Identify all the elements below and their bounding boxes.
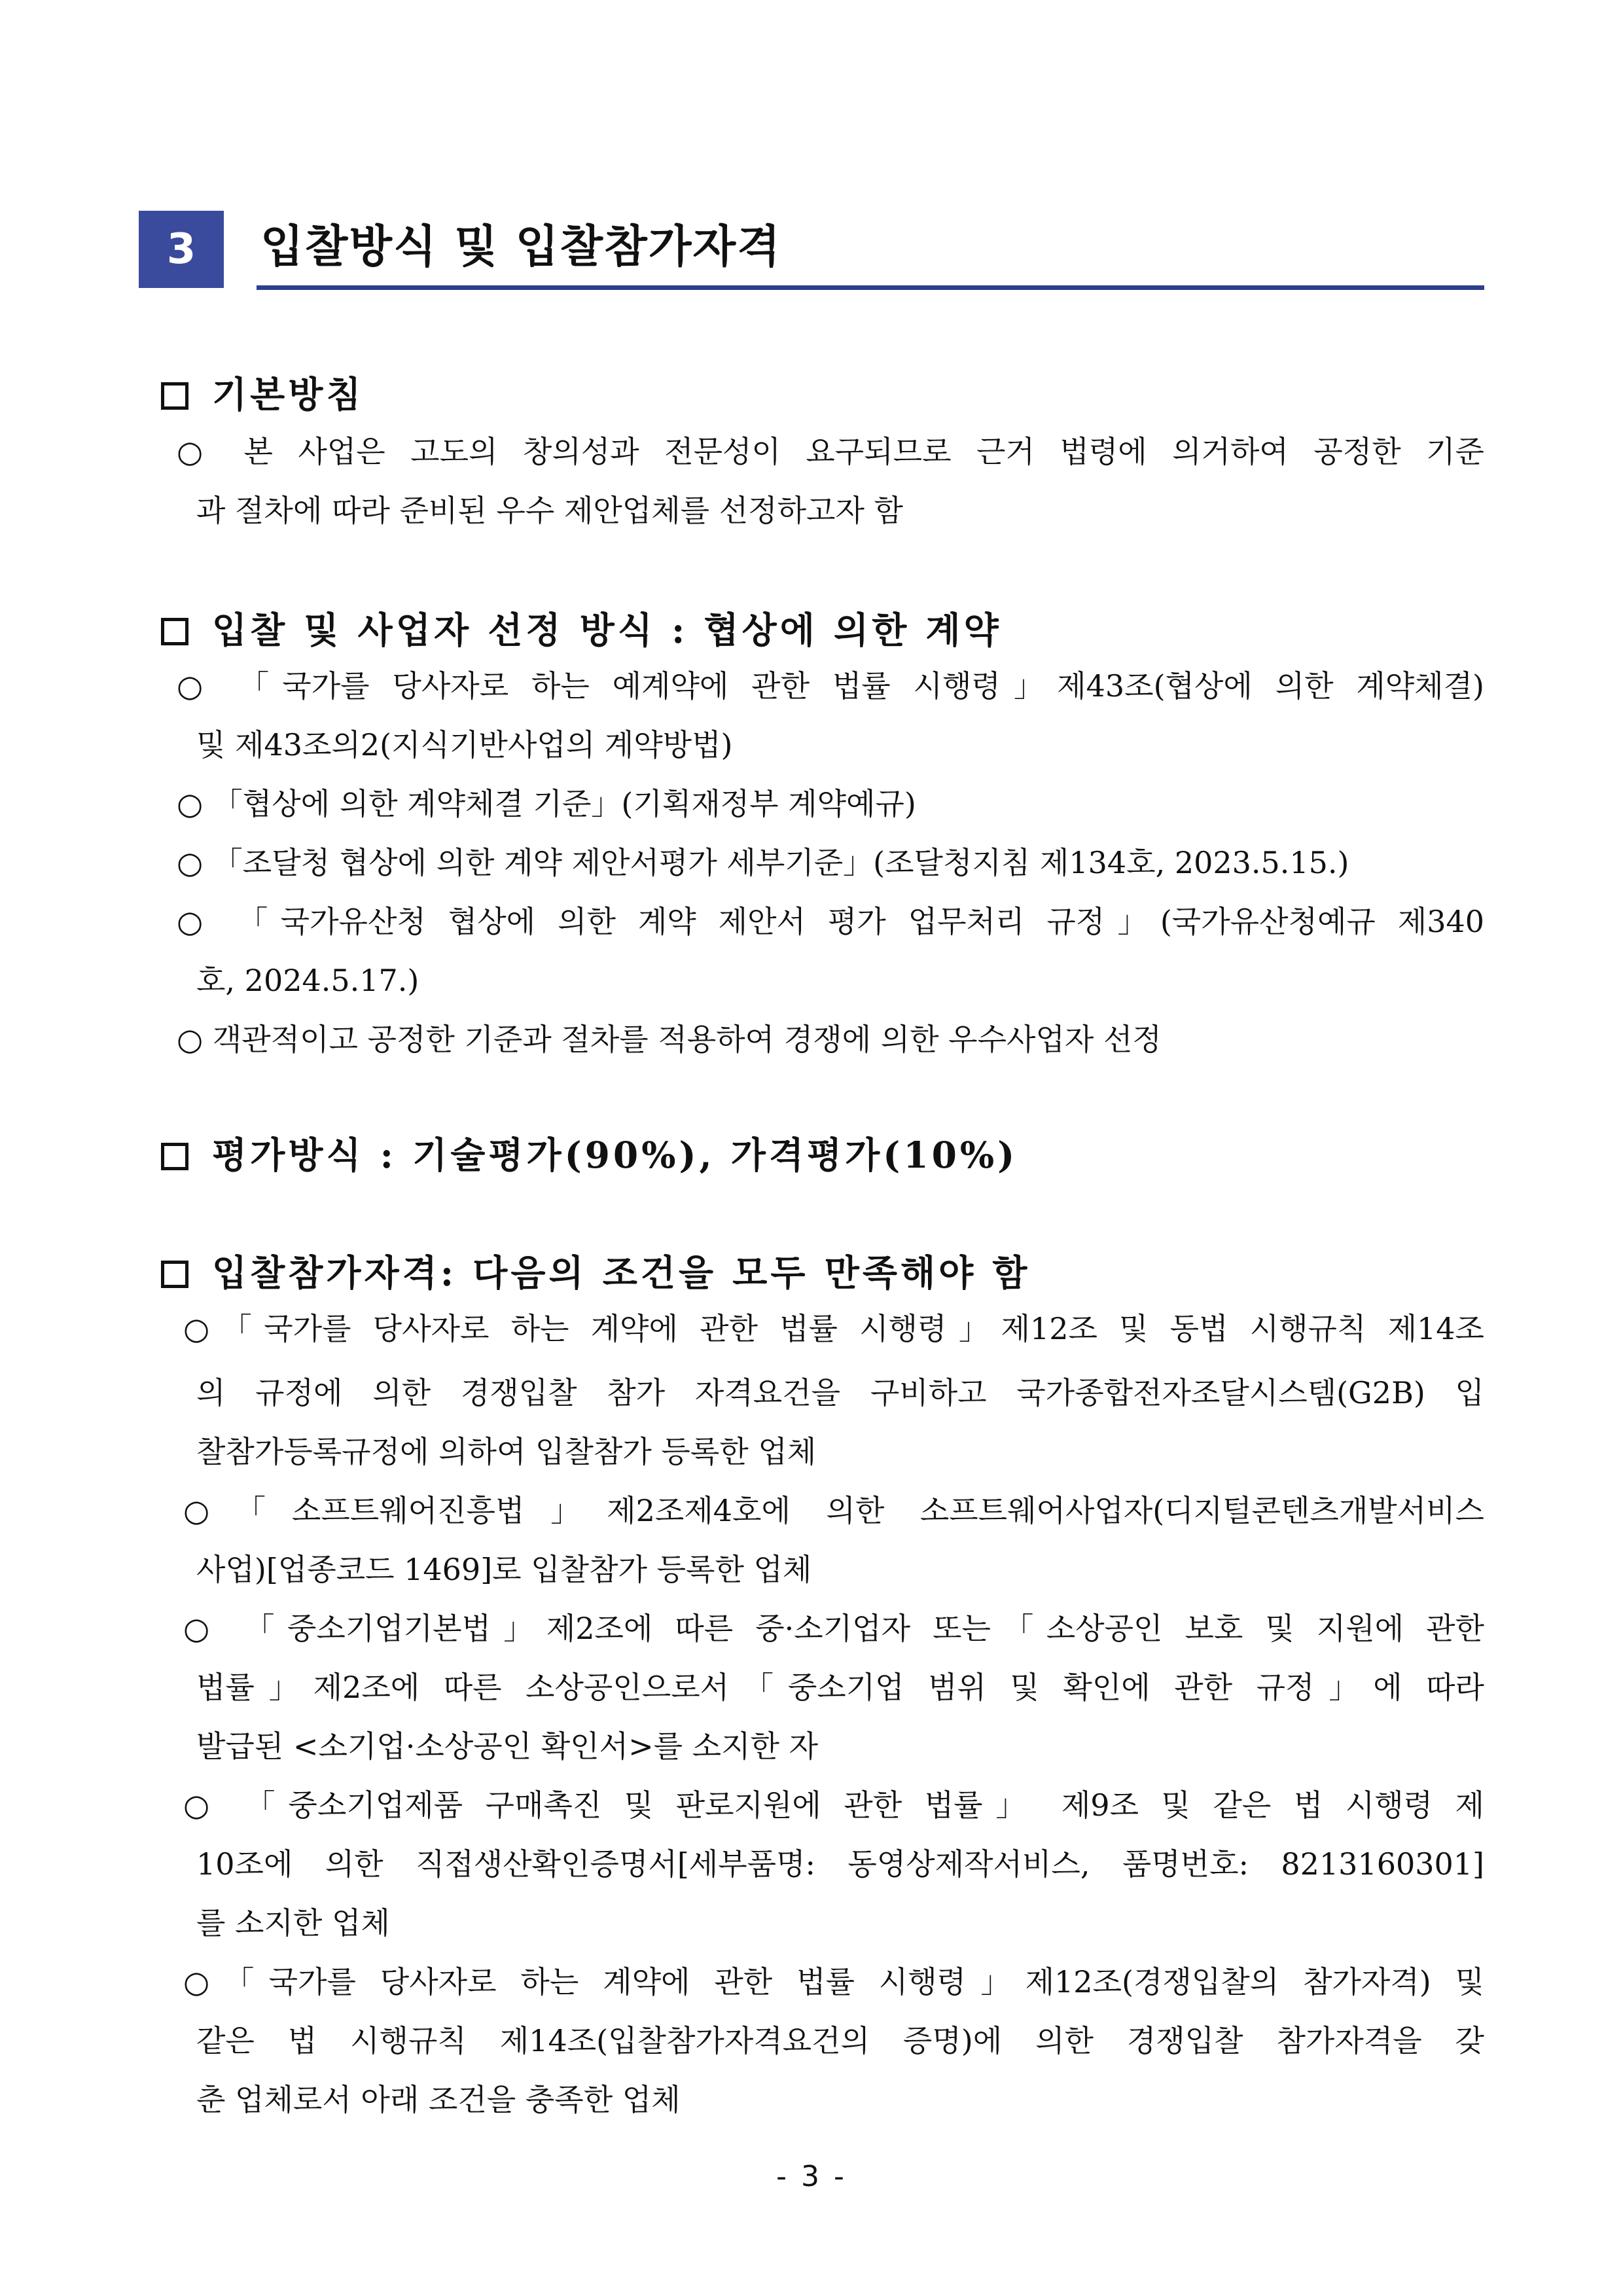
basic-line-1: ○ 본 사업은 고도의 창의성과 전문성이 요구되므로 근거 법령에 의거하여 공정한 기준 [177,434,1484,469]
checkbox-square-icon [161,1261,188,1288]
checkbox-square-icon [161,1143,188,1170]
section-heading-method: 입찰 및 사업자 선정 방식 : 협상에 의한 계약 [161,604,1002,656]
eligibility-line-14: 춘 업체로서 아래 조건을 충족한 업체 [196,2082,681,2117]
eligibility-line-9: ○ 「중소기업제품 구매촉진 및 판로지원에 관한 법률」 제9조 및 같은 법 시행령 제 [183,1787,1484,1823]
section-heading-eligibility: 입찰참가자격: 다음의 조건을 모두 만족해야 함 [161,1247,1031,1299]
chapter-header [139,211,1484,292]
method-line-1: ○ 「국가를 당사자로 하는 예계약에 관한 법률 시행령」제43조(협상에 의한 계약체결) [177,668,1484,704]
eligibility-line-12: ○「국가를 당사자로 하는 계약에 관한 법률 시행령」제12조(경쟁입찰의 참가자격) 및 [183,1964,1484,2000]
eligibility-line-6: ○ 「중소기업기본법」제2조에 따른 중·소기업자 또는「소상공인 보호 및 지원에 관한 [183,1611,1484,1646]
eligibility-line-2: 의 규정에 의한 경쟁입찰 참가 자격요건을 구비하고 국가종합전자조달시스템(G2B) 입 [196,1375,1484,1410]
checkbox-square-icon [161,618,188,645]
eligibility-line-10: 10조에 의한 직접생산확인증명서[세부품명: 동영상제작서비스, 품명번호: 8213160301] [196,1846,1484,1882]
eligibility-line-1: ○「국가를 당사자로 하는 계약에 관한 법률 시행령」제12조 및 동법 시행규칙 제14조 [183,1311,1484,1346]
eligibility-line-5: 사업)[업종코드 1469]로 입찰참가 등록한 업체 [196,1552,812,1587]
eligibility-line-4: ○「소프트웨어진흥법」제2조제4호에 의한 소프트웨어사업자(디지털콘텐츠개발서비스 [183,1493,1484,1528]
chapter-underline [257,285,1484,290]
eligibility-line-3: 찰참가등록규정에 의하여 입찰참가 등록한 업체 [196,1434,817,1469]
page-number: - 3 - [776,2160,847,2193]
method-line-3: ○ 「협상에 의한 계약체결 기준」(기획재정부 계약예규) [177,786,916,821]
chapter-number-badge: 3 [139,211,224,288]
basic-line-2: 과 절차에 따라 준비된 우수 제안업체를 선정하고자 함 [196,493,903,528]
method-line-4: ○ 「조달청 협상에 의한 계약 제안서평가 세부기준」(조달청지침 제134호, 2023.5.15.) [177,845,1349,880]
eligibility-line-7: 법률」제2조에 따른 소상공인으로서「중소기업 범위 및 확인에 관한 규정」에 따라 [196,1670,1484,1705]
method-line-6: 호, 2024.5.17.) [196,963,419,998]
chapter-title: 입찰방식 및 입찰참가자격 [260,221,781,273]
method-line-2: 및 제43조의2(지식기반사업의 계약방법) [196,727,733,762]
eligibility-line-11: 를 소지한 업체 [196,1905,390,1941]
checkbox-square-icon [161,382,188,410]
method-line-5: ○ 「국가유산청 협상에 의한 계약 제안서 평가 업무처리 규정」(국가유산청예규 제340 [177,904,1484,939]
method-line-7: ○ 객관적이고 공정한 기준과 절차를 적용하여 경쟁에 의한 우수사업자 선정 [177,1022,1162,1057]
eligibility-line-13: 같은 법 시행규칙 제14조(입찰참가자격요건의 증명)에 의한 경쟁입찰 참가자격을 갖 [196,2023,1484,2058]
eligibility-line-8: 발급된 <소기업·소상공인 확인서>를 소지한 자 [196,1729,819,1764]
section-heading-basic: 기본방침 [161,368,365,421]
section-heading-evaluation: 평가방식 : 기술평가(90%), 가격평가(10%) [161,1129,1018,1181]
